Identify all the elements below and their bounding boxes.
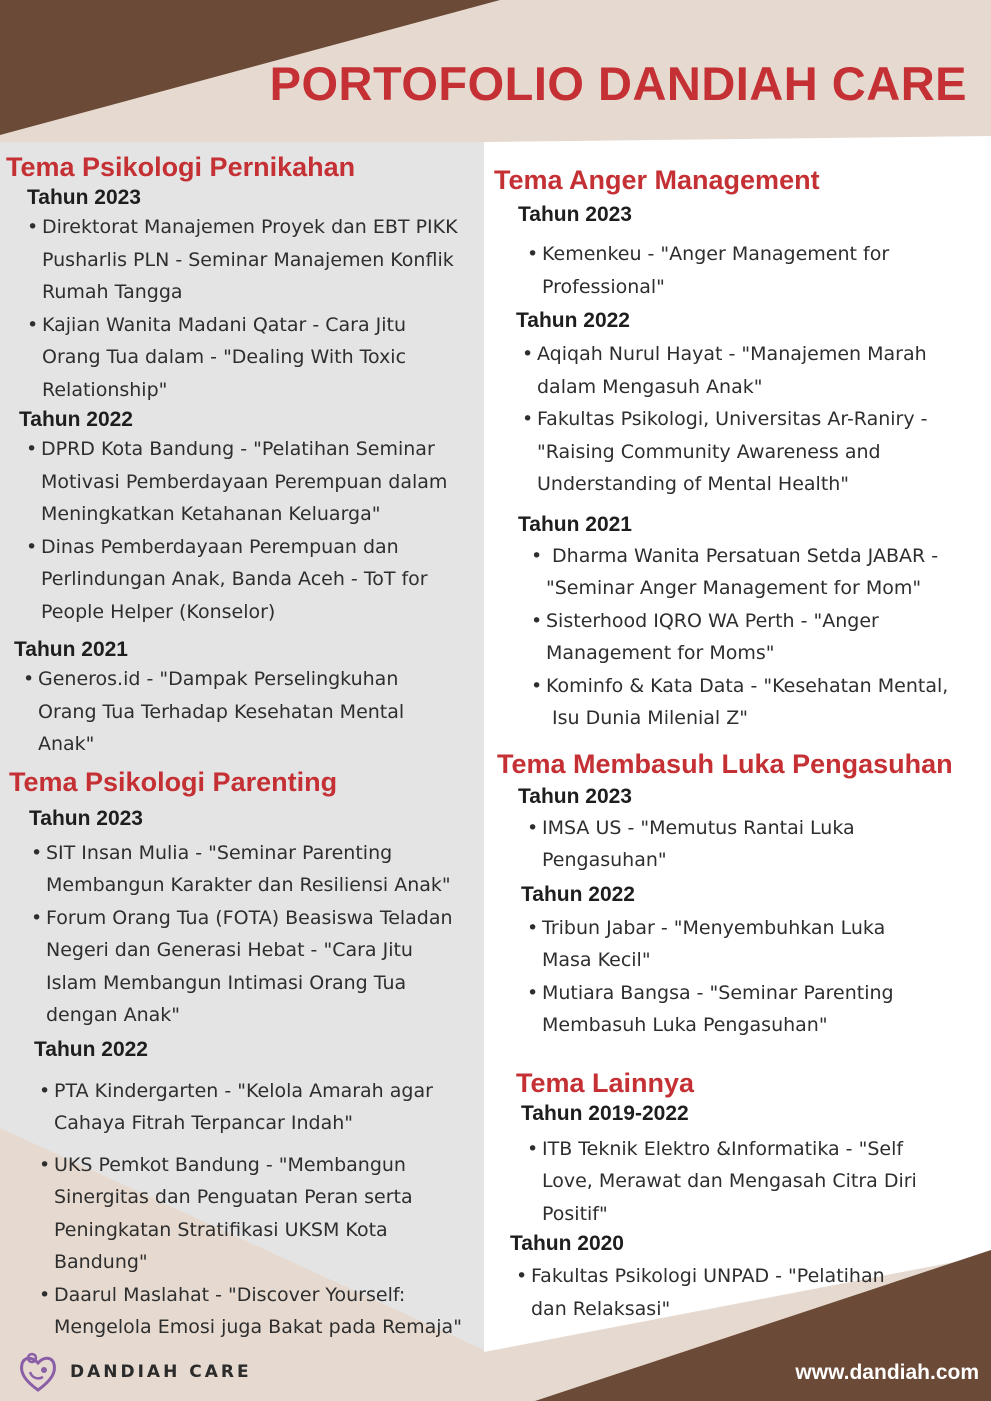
item-list [41, 433, 478, 628]
theme-heading-pernikahan: Tema Psikologi Pernikahan [6, 152, 356, 182]
year-heading: Tahun 2021 [14, 638, 128, 661]
list-item: • Kemenkeu - "Anger Management for Professional" [542, 238, 972, 303]
list-item: • DPRD Kota Bandung - "Pelatihan Seminar Motivasi Pemberdayaan Perempuan dalam Meningkatkan Ketahanan Keluarga" [41, 433, 478, 531]
year-heading: Tahun 2023 [518, 203, 632, 226]
year-heading: Tahun 2019-2022 [521, 1101, 689, 1125]
item-list [531, 1260, 972, 1325]
list-item: • Aqiqah Nurul Hayat - "Manajemen Marah dalam Mengasuh Anak" [537, 338, 972, 403]
list-item: • Forum Orang Tua (FOTA) Beasiswa Teladan Negeri dan Generasi Hebat - "Cara Jitu Islam Membangun Intimasi Orang Tua dengan Anak" [46, 902, 478, 1032]
theme-heading-parenting: Tema Psikologi Parenting [9, 766, 338, 797]
theme-heading-luka: Tema Membasuh Luka Pengasuhan [497, 748, 953, 779]
item-list [537, 338, 972, 501]
item-list [542, 238, 972, 303]
theme-heading-lainnya: Tema Lainnya [516, 1067, 695, 1098]
year-heading: Tahun 2022 [516, 309, 630, 332]
page-title: PORTOFOLIO DANDIAH CARE [269, 57, 967, 110]
list-item: • Tribun Jabar - "Menyembuhkan Luka Masa Kecil" [542, 912, 972, 977]
list-item: • Dharma Wanita Persatuan Setda JABAR - "Seminar Anger Management for Mom" [546, 540, 972, 605]
item-list [542, 912, 972, 1042]
list-item: • Mutiara Bangsa - "Seminar Parenting Membasuh Luka Pengasuhan" [542, 977, 972, 1042]
item-list [54, 1075, 478, 1344]
item-list [542, 1133, 972, 1231]
list-item: • SIT Insan Mulia - "Seminar Parenting Membangun Karakter dan Resiliensi Anak" [46, 837, 478, 902]
list-item: • Sisterhood IQRO WA Perth - "Anger Management for Moms" [546, 605, 972, 670]
year-heading: Tahun 2023 [518, 784, 632, 808]
theme-heading-anger: Tema Anger Management [494, 165, 820, 195]
item-list [542, 812, 972, 877]
list-item: • Dinas Pemberdayaan Perempuan dan Perlindungan Anak, Banda Aceh - ToT for People Helper (Konselor) [41, 531, 478, 629]
footer-website-link[interactable]: www.dandiah.com [795, 1361, 979, 1384]
item-list [38, 663, 478, 761]
list-item: • Generos.id - "Dampak Perselingkuhan Orang Tua Terhadap Kesehatan Mental Anak" [38, 663, 478, 761]
list-item: • Daarul Maslahat - "Discover Yourself: Mengelola Emosi juga Bakat pada Remaja" [54, 1279, 478, 1344]
left-column [6, 150, 478, 1344]
list-item: • Direktorat Manajemen Proyek dan EBT PIKK Pusharlis PLN - Seminar Manajemen Konflik Rumah Tangga [42, 211, 478, 309]
year-heading: Tahun 2022 [19, 408, 133, 431]
list-item: • ITB Teknik Elektro &Informatika - "Self Love, Merawat dan Mengasah Citra Diri Positif" [542, 1133, 972, 1231]
item-list [42, 211, 478, 406]
list-item: • IMSA US - "Memutus Rantai Luka Pengasuhan" [542, 812, 972, 877]
list-item: • Kominfo & Kata Data - "Kesehatan Mental, Isu Dunia Milenial Z" [546, 670, 972, 735]
list-item: • Fakultas Psikologi UNPAD - "Pelatihan dan Relaksasi" [531, 1260, 972, 1325]
heart-family-icon [18, 1350, 58, 1394]
list-item: • Kajian Wanita Madani Qatar - Cara Jitu Orang Tua dalam - "Dealing With Toxic Relationship" [42, 309, 478, 407]
year-heading: Tahun 2023 [27, 186, 141, 209]
item-list [46, 837, 478, 1032]
list-item: • PTA Kindergarten - "Kelola Amarah agar Cahaya Fitrah Terpancar Indah" [54, 1075, 478, 1140]
list-item: • UKS Pemkot Bandung - "Membangun Sinergitas dan Penguatan Peran serta Peningkatan Stratifikasi UKSM Kota Bandung" [54, 1149, 478, 1279]
year-heading: Tahun 2021 [518, 512, 632, 536]
item-list [546, 540, 972, 735]
year-heading: Tahun 2022 [521, 882, 635, 906]
year-heading: Tahun 2022 [34, 1037, 148, 1061]
year-heading: Tahun 2023 [29, 806, 143, 830]
year-heading: Tahun 2020 [510, 1232, 624, 1255]
footer-brand: DANDIAH CARE [70, 1362, 252, 1382]
list-item: • Fakultas Psikologi, Universitas Ar-Raniry - "Raising Community Awareness and Understanding of Mental Health" [537, 403, 972, 501]
right-column [494, 163, 972, 1325]
footer-logo[interactable] [18, 1350, 252, 1394]
